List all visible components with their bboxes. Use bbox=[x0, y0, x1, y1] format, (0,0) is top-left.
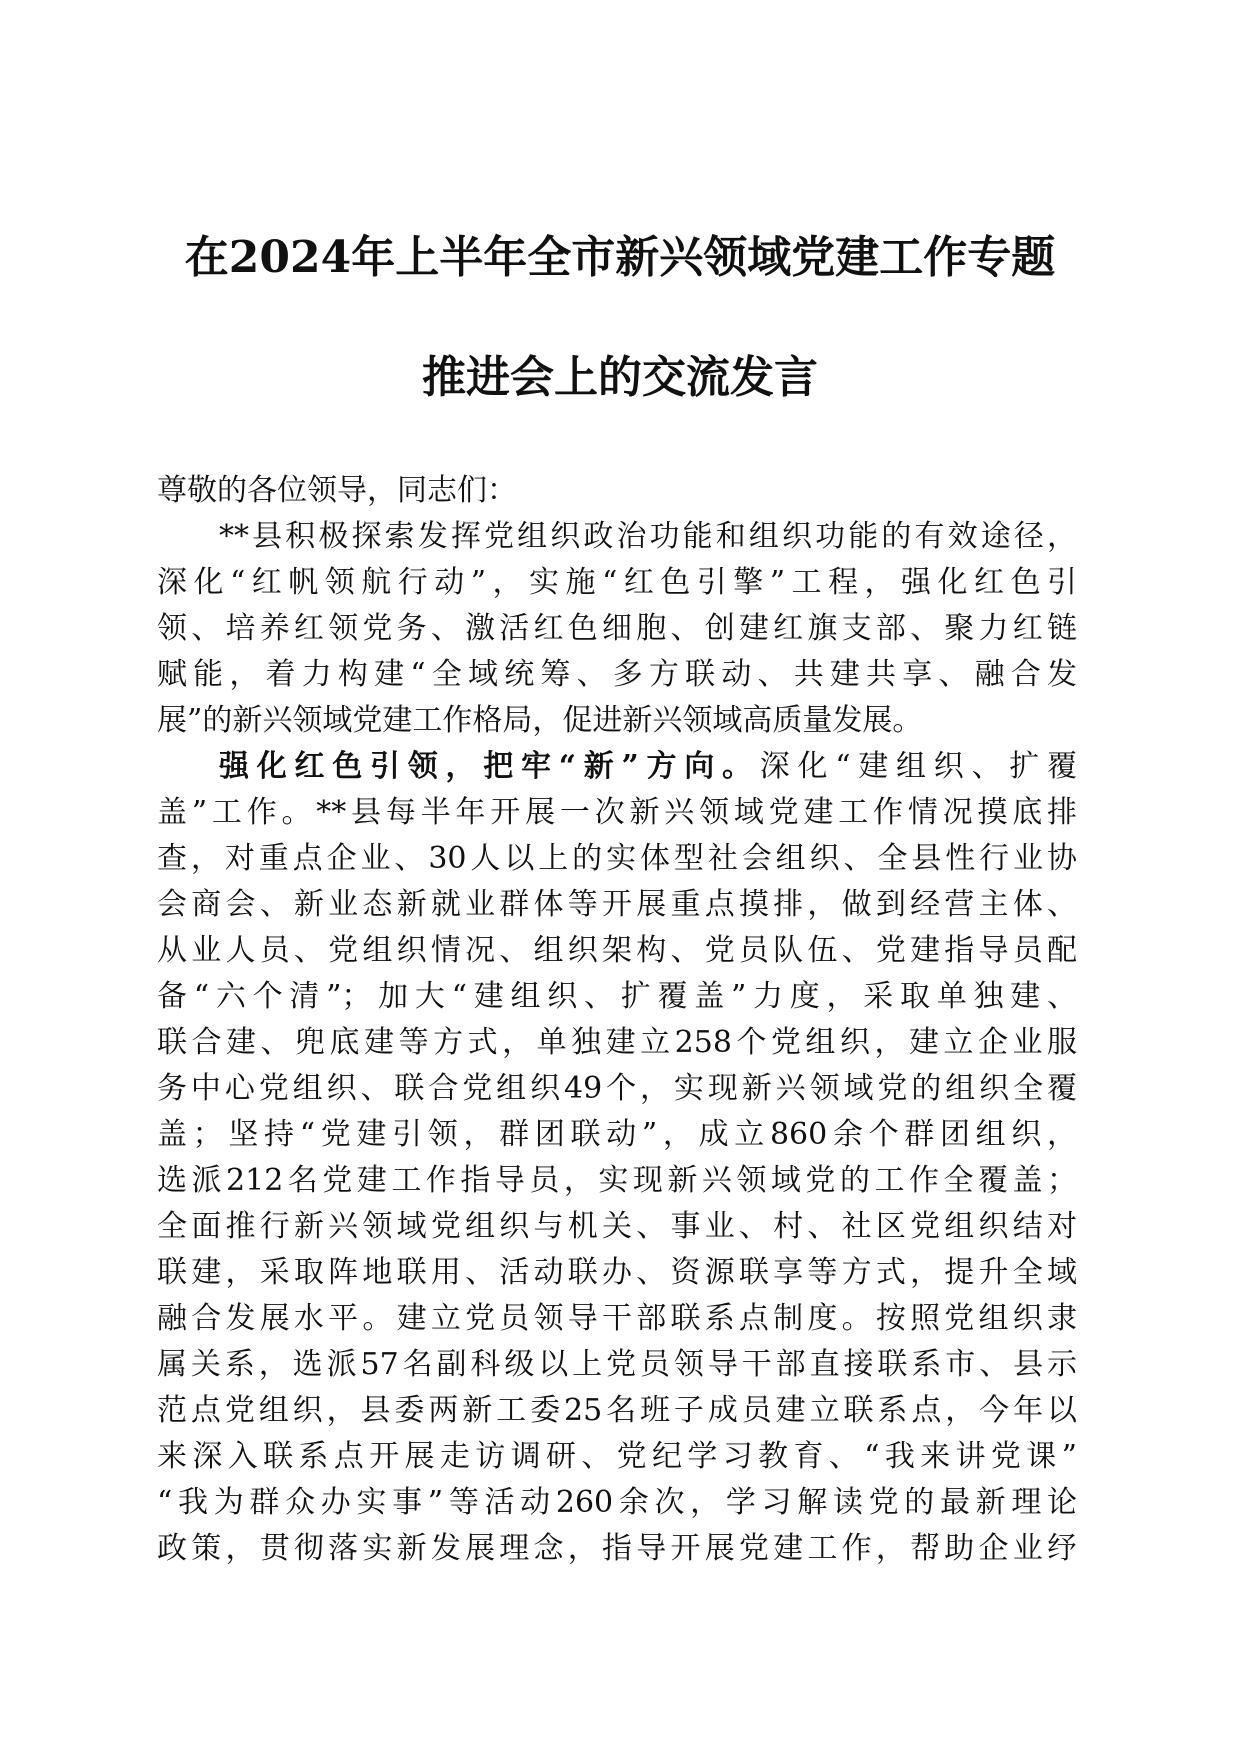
paragraph-line: 联建，采取阵地联用、活动联办、资源联享等方式，提升全域 bbox=[157, 1255, 1077, 1290]
paragraph-line: 展”的新兴领域党建工作格局，促进新兴领域高质量发展。 bbox=[157, 703, 923, 738]
paragraph-line: 赋能，着力构建“全域统筹、多方联动、共建共享、融合发 bbox=[157, 657, 1077, 692]
paragraph-line: 深化“红帆领航行动”，实施“红色引擎”工程，强化红色引 bbox=[157, 565, 1077, 600]
paragraph-red-leadership bbox=[157, 744, 1077, 1572]
paragraph-line: 属关系，选派57名副科级以上党员领导干部直接联系市、县示 bbox=[157, 1347, 1077, 1382]
paragraph-line: 盖”工作。**县每半年开展一次新兴领域党建工作情况摸底排 bbox=[157, 795, 1077, 830]
section-heading: 强化红色引领，把牢“新”方向。 bbox=[219, 749, 760, 784]
paragraph-line: 会商会、新业态新就业群体等开展重点摸排，做到经营主体、 bbox=[157, 887, 1077, 922]
paragraph-line: **县积极探索发挥党组织政治功能和组织功能的有效途径， bbox=[219, 519, 1077, 554]
paragraph-line: 政策，贯彻落实新发展理念，指导开展党建工作，帮助企业纾 bbox=[157, 1531, 1077, 1566]
paragraph-line: 务中心党组织、联合党组织49个，实现新兴领域党的组织全覆 bbox=[157, 1071, 1077, 1106]
paragraph-intro bbox=[157, 514, 1077, 744]
paragraph-line: 来深入联系点开展走访调研、党纪学习教育、“我来讲党课” bbox=[157, 1439, 1077, 1474]
paragraph-line bbox=[157, 744, 1077, 790]
paragraph-line: 范点党组织，县委两新工委25名班子成员建立联系点，今年以 bbox=[157, 1393, 1077, 1428]
paragraph-line: 查，对重点企业、30人以上的实体型社会组织、全县性行业协 bbox=[157, 841, 1077, 876]
salutation: 尊敬的各位领导，同志们： bbox=[157, 473, 517, 508]
paragraph-line: 全面推行新兴领域党组织与机关、事业、村、社区党组织结对 bbox=[157, 1209, 1077, 1244]
paragraph-line: “我为群众办实事”等活动260余次，学习解读党的最新理论 bbox=[157, 1485, 1077, 1520]
paragraph-line: 盖；坚持“党建引领，群团联动”，成立860余个群团组织， bbox=[157, 1117, 1077, 1152]
paragraph-line-text: 深化“建组织、扩覆 bbox=[759, 749, 1078, 784]
paragraph-line: 领、培养红领党务、激活红色细胞、创建红旗支部、聚力红链 bbox=[157, 611, 1077, 646]
paragraph-line: 备“六个清”；加大“建组织、扩覆盖”力度，采取单独建、 bbox=[157, 979, 1077, 1014]
document-body bbox=[157, 468, 1077, 1572]
paragraph-line: 选派212名党建工作指导员，实现新兴领域党的工作全覆盖； bbox=[157, 1163, 1077, 1198]
paragraph-line: 融合发展水平。建立党员领导干部联系点制度。按照党组织隶 bbox=[157, 1301, 1077, 1336]
document-title-line-2: 推进会上的交流发言 bbox=[422, 352, 818, 403]
paragraph-line: 联合建、兜底建等方式，单独建立258个党组织，建立企业服 bbox=[157, 1025, 1077, 1060]
document-title-line-1: 在2024年上半年全市新兴领域党建工作专题 bbox=[184, 232, 1056, 283]
paragraph-line: 从业人员、党组织情况、组织架构、党员队伍、党建指导员配 bbox=[157, 933, 1077, 968]
